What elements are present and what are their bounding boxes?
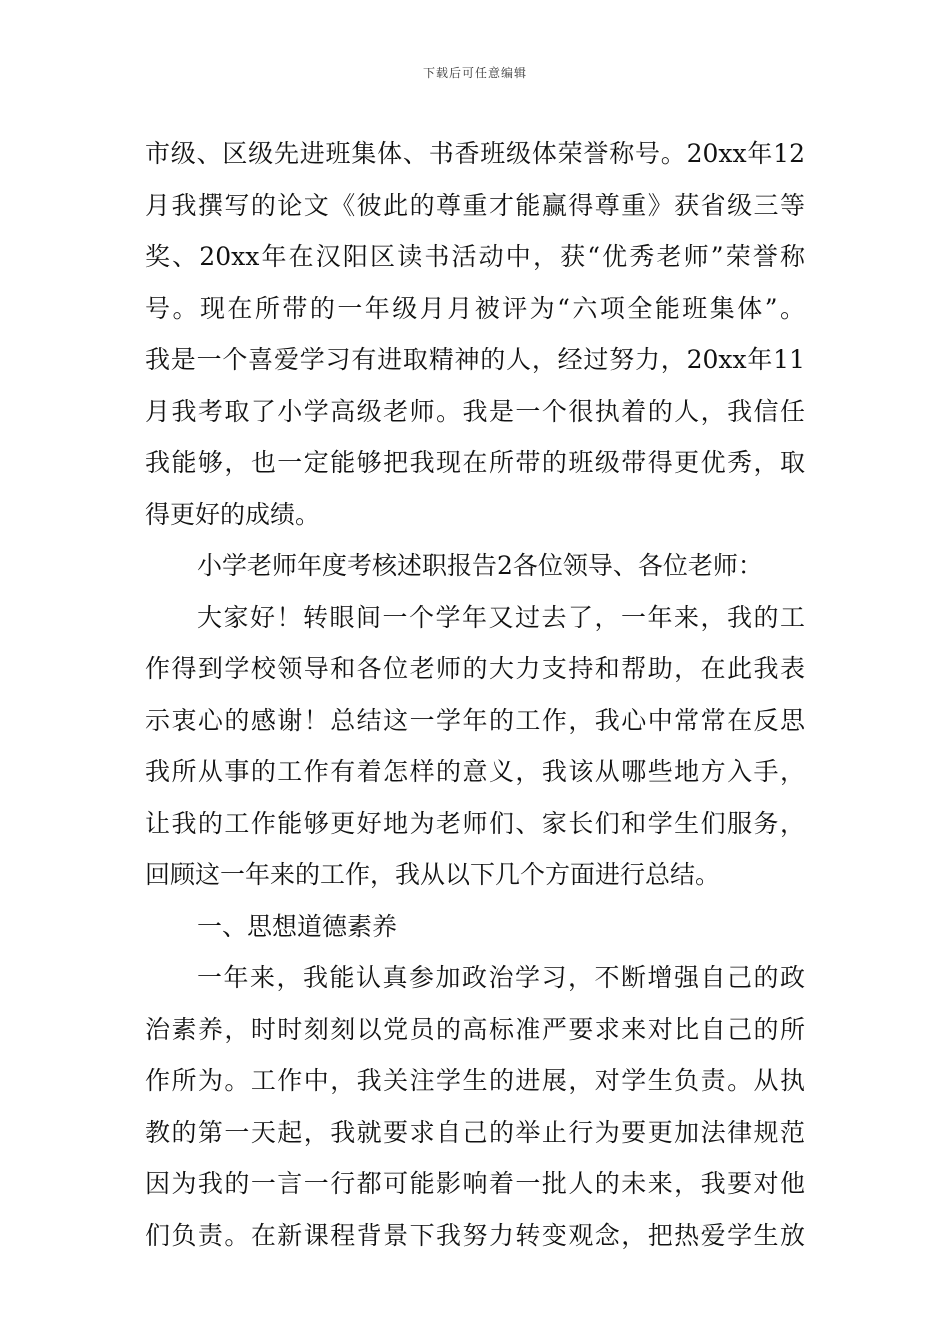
text-line: 作所为。工作中，我关注学生的进展，对学生负责。从执 [145,1066,805,1095]
text-line: 我是一个喜爱学习有进取精神的人，经过努力，20xx年11 [145,345,805,374]
paragraph-4 [145,952,805,1261]
text-line: 我能够，也一定能够把我现在所带的班级带得更优秀，取 [145,448,805,477]
text-line: 回顾这一年来的工作，我从以下几个方面进行总结。 [145,860,721,889]
text-line: 一年来，我能认真参加政治学习，不断增强自己的政 [197,963,805,992]
document-body [145,128,805,1261]
text-line: 月我撰写的论文《彼此的尊重才能赢得尊重》获省级三等 [145,190,805,220]
text-line: 示衷心的感谢！总结这一学年的工作，我心中常常在反思 [145,705,805,735]
paragraph-1 [145,128,805,540]
text-line: 奖、20xx年在汉阳区读书活动中，获“优秀老师”荣誉称 [145,242,805,271]
text-line: 大家好！转眼间一个学年又过去了，一年来，我的工 [197,602,805,632]
text-line: 我所从事的工作有着怎样的意义，我该从哪些地方入手， [145,757,805,786]
text-line: 作得到学校领导和各位老师的大力支持和帮助，在此我表 [145,654,805,683]
text-line: 们负责。在新课程背景下我努力转变观念，把热爱学生放 [145,1220,805,1250]
text-line: 号。现在所带的一年级月月被评为“六项全能班集体”。 [145,293,805,323]
text-line: 因为我的一言一行都可能影响着一批人的未来，我要对他 [145,1169,805,1198]
section-heading [145,901,805,953]
page-header: 下载后可任意编辑 [422,66,527,80]
paragraph-3 [145,592,805,901]
text-line: 教的第一天起，我就要求自己的举止行为要更加法律规范 [145,1117,805,1147]
text-line: 月我考取了小学高级老师。我是一个很执着的人，我信任 [145,396,805,426]
text-line: 市级、区级先进班集体、书香班级体荣誉称号。20xx年12 [145,139,805,168]
text-line: 小学老师年度考核述职报告2各位领导、各位老师： [197,551,763,580]
text-line: 治素养，时时刻刻以党员的高标准严要求来对比自己的所 [145,1014,805,1044]
paragraph-2 [145,540,805,592]
text-line: 让我的工作能够更好地为老师们、家长们和学生们服务， [145,808,805,838]
text-line: 一、思想道德素养 [197,911,398,941]
text-line: 得更好的成绩。 [145,499,321,529]
